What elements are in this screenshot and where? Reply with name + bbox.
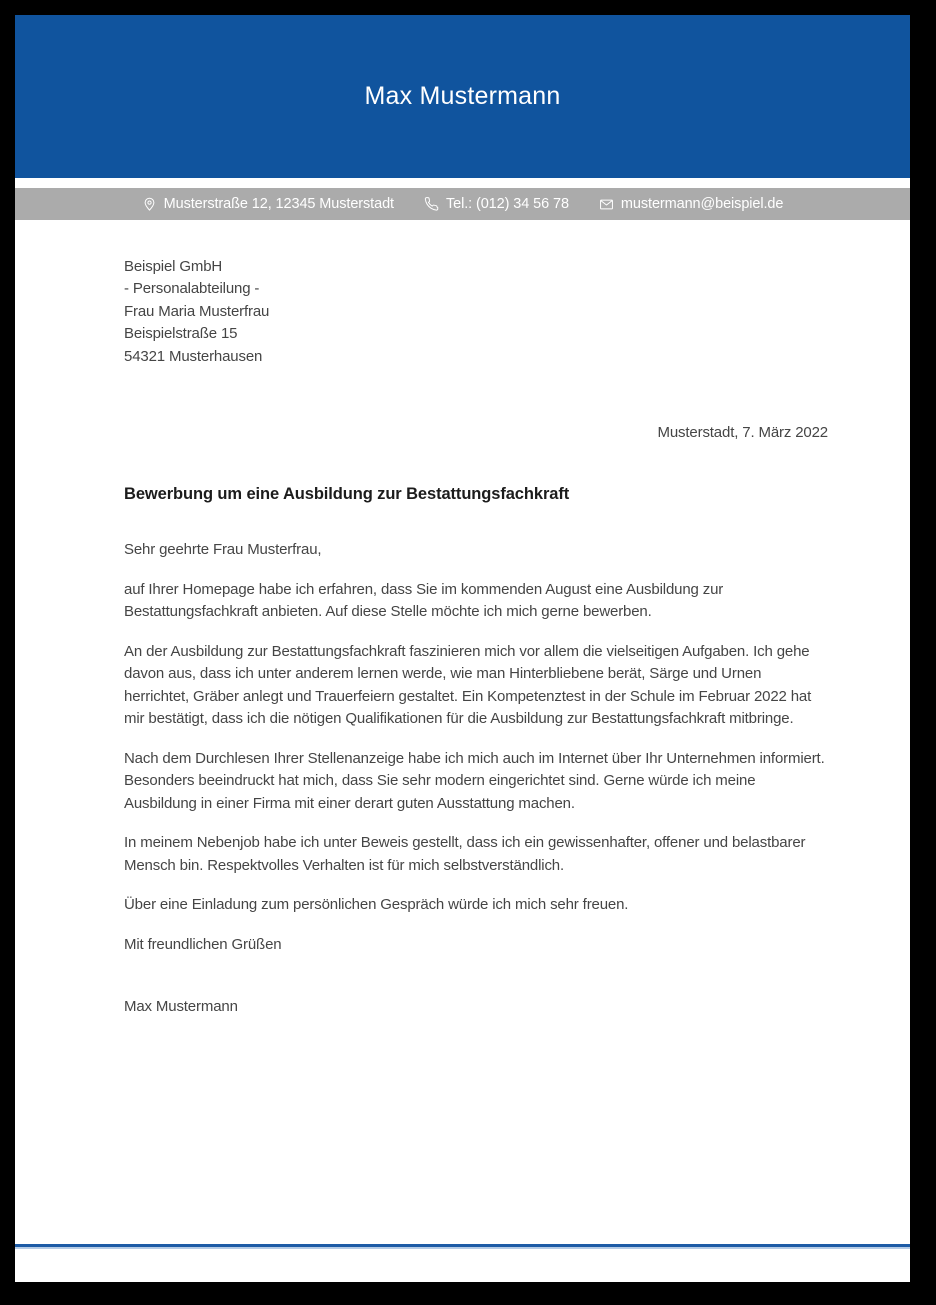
contact-email-text: mustermann@beispiel.de — [620, 196, 784, 212]
body-paragraph: auf Ihrer Homepage habe ich erfahren, dass Sie im kommenden August eine Ausbildung zur Bestattungsfachkraft anbieten. Auf diese Stelle möchte ich mich gerne bewerben. — [124, 580, 724, 621]
contact-phone — [424, 196, 569, 212]
body-paragraph: Über eine Einladung zum persönlichen Gespräch würde ich mich sehr freuen. — [124, 896, 629, 914]
closing-phrase: Mit freundlichen Grüßen — [124, 935, 282, 953]
sender-name: Max Mustermann — [364, 82, 561, 110]
contact-bar — [15, 188, 910, 220]
salutation: Sehr geehrte Frau Musterfrau, — [124, 541, 322, 559]
recipient-line: 54321 Musterhausen — [124, 347, 263, 365]
contact-address-text: Musterstraße 12, 12345 Musterstadt — [163, 196, 394, 212]
body-paragraph: In meinem Nebenjob habe ich unter Beweis gestellt, dass ich ein gewissenhafter, offener und belastbarer Mensch bin. Respektvolles Verhalten ist für mich selbstverständlich. — [124, 834, 806, 874]
contact-address — [142, 196, 394, 212]
subject-line: Bewerbung um eine Ausbildung zur Bestattungsfachkraft — [124, 484, 570, 503]
letter-page — [15, 15, 910, 1282]
recipient-line: Frau Maria Musterfrau — [124, 302, 270, 320]
footer-accent-line — [15, 1244, 910, 1249]
body-paragraph: Nach dem Durchlesen Ihrer Stellenanzeige habe ich mich auch im Internet über Ihr Unternehmen informiert. Besonders beeindruckt hat mich, dass Sie sehr modern eingerichtet sind. Gerne würde ich meine Ausbildung in einer Firma mit einer derart guten Ausstattung machen. — [124, 749, 825, 812]
contact-phone-text: Tel.: (012) 34 56 78 — [445, 196, 569, 212]
location-pin-icon — [142, 197, 157, 212]
header-divider-gap — [15, 178, 910, 188]
signature-name: Max Mustermann — [124, 998, 238, 1016]
body-paragraph: An der Ausbildung zur Bestattungsfachkraft faszinieren mich vor allem die vielseitigen Aufgaben. Ich gehe davon aus, dass ich unter anderem lernen werde, wie man Hinterbliebene berät, Särge und Urnen herrichtet, Gräber anlegt und Trauerfeiern gestaltet. Ein Kompetenztest in der Schule im Februar 2022 hat mir bestätigt, dass ich die nötigen Qualifikationen für die Ausbildung zur Bestattungsfachkraft mitbringe. — [124, 642, 812, 728]
date-line: Musterstadt, 7. März 2022 — [657, 424, 828, 442]
recipient-line: - Personalabteilung - — [124, 280, 260, 298]
recipient-line: Beispielstraße 15 — [124, 325, 238, 343]
footer-accent-line-light — [15, 1247, 910, 1249]
recipient-line: Beispiel GmbH — [124, 258, 223, 275]
contact-email — [599, 196, 783, 212]
letter-body — [15, 220, 910, 1019]
phone-icon — [424, 197, 439, 212]
letter-header — [15, 15, 910, 178]
recipient-address-block — [124, 256, 828, 368]
envelope-icon — [599, 197, 614, 212]
